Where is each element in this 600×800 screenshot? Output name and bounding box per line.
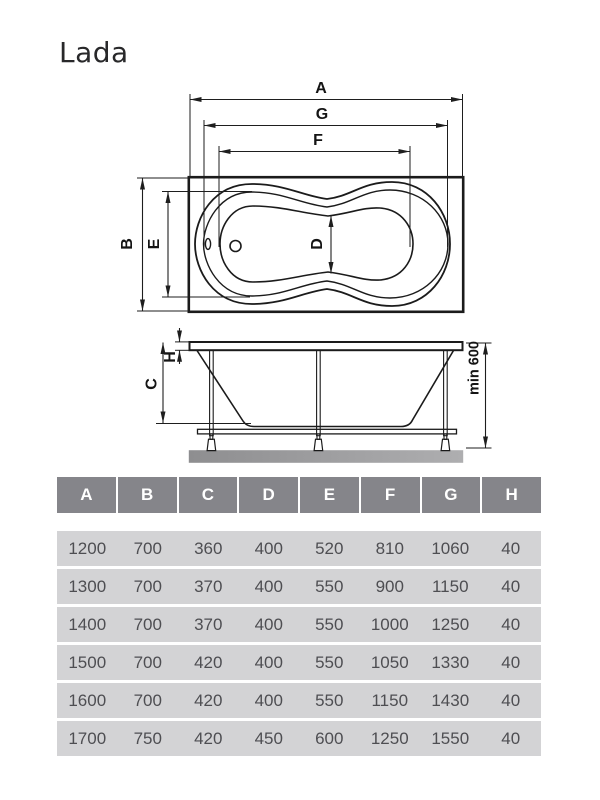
table-cell: 40: [501, 690, 521, 710]
table-cell: 1500: [68, 652, 107, 672]
table-cell: 900: [375, 576, 404, 596]
tub-rim-profile: [190, 342, 463, 350]
table-cell: 40: [501, 728, 521, 748]
table-cell: 550: [315, 652, 344, 672]
table-header-cell: C: [179, 477, 238, 513]
table-header-cell: H: [482, 477, 541, 513]
table-cell: 420: [194, 690, 223, 710]
frame-post-center: [317, 350, 321, 436]
table-cell: 600: [315, 728, 344, 748]
adjustable-foot-center: [314, 434, 323, 451]
table-cell: 700: [133, 614, 162, 634]
table-cell: 700: [133, 538, 162, 558]
table-header: [57, 477, 541, 513]
table-cell: 370: [194, 576, 223, 596]
dim-label-min-height: min 600: [466, 341, 483, 395]
table-header-cell: F: [361, 477, 420, 513]
drain-hole: [230, 241, 241, 252]
table-cell: 40: [501, 652, 521, 672]
table-header-cell: E: [300, 477, 359, 513]
table-header-cell: D: [239, 477, 298, 513]
table-row: [57, 645, 541, 680]
product-title: Lada: [59, 36, 129, 69]
table-cell: 40: [501, 538, 521, 558]
table-header-cell: G: [422, 477, 481, 513]
table-cell: 1400: [68, 614, 107, 634]
top-view-drawing: [119, 80, 463, 312]
table-cell: 370: [194, 614, 223, 634]
table-cell: 40: [501, 614, 521, 634]
dim-label-a: A: [315, 80, 327, 97]
table-cell: 810: [375, 538, 404, 558]
table-cell: 1000: [370, 614, 409, 634]
side-view-drawing: [144, 328, 492, 463]
table-cell: 400: [254, 538, 283, 558]
dim-label-h: H: [162, 351, 179, 363]
table-cell: 700: [133, 652, 162, 672]
dim-label-g: G: [315, 106, 329, 123]
table-cell: 700: [133, 690, 162, 710]
table-cell: 1200: [68, 538, 107, 558]
table-row: [57, 607, 541, 642]
table-row: [57, 683, 541, 718]
table-cell: 400: [254, 690, 283, 710]
table-cell: 1050: [370, 652, 409, 672]
table-cell: 1150: [431, 576, 469, 596]
table-cell: 1250: [370, 728, 409, 748]
table-header-cell: A: [57, 477, 116, 513]
table-cell: 40: [501, 576, 521, 596]
dim-label-f: F: [313, 132, 323, 149]
table-cell: 550: [315, 576, 344, 596]
table-cell: 1060: [431, 538, 470, 558]
table-cell: 520: [315, 538, 344, 558]
table-cell: 1300: [68, 576, 107, 596]
table-cell: 450: [254, 728, 283, 748]
tub-shell-profile: [197, 351, 454, 427]
table-cell: 1430: [431, 690, 470, 710]
table-cell: 400: [254, 614, 283, 634]
dimension-table: [57, 477, 541, 759]
adjustable-foot-right: [441, 434, 450, 451]
table-cell: 750: [133, 728, 162, 748]
dim-label-c: C: [143, 378, 161, 390]
table-cell: 700: [133, 576, 162, 596]
dim-label-b: B: [119, 238, 136, 250]
table-cell: 400: [254, 576, 283, 596]
table-cell: 550: [315, 690, 344, 710]
frame-rail: [198, 429, 457, 434]
table-cell: 550: [315, 614, 344, 634]
table-header-cell: B: [118, 477, 177, 513]
table-body: [57, 531, 541, 756]
adjustable-foot-left: [207, 434, 216, 451]
table-cell: 400: [254, 652, 283, 672]
dim-label-d: D: [309, 238, 326, 250]
table-cell: 1150: [371, 690, 409, 710]
table-row: [57, 721, 541, 756]
table-cell: 420: [194, 728, 223, 748]
table-row: [57, 531, 541, 566]
table-cell: 1600: [68, 690, 107, 710]
table-cell: 420: [194, 652, 223, 672]
table-cell: 1550: [431, 728, 470, 748]
table-row: [57, 569, 541, 604]
floor-strip: [189, 450, 463, 463]
dim-label-e: E: [146, 238, 163, 250]
frame-post-left: [210, 350, 214, 436]
table-cell: 1330: [431, 652, 470, 672]
table-cell: 1250: [431, 614, 470, 634]
table-cell: 1700: [68, 728, 107, 748]
overflow-hole: [205, 239, 210, 250]
table-cell: 360: [194, 538, 223, 558]
